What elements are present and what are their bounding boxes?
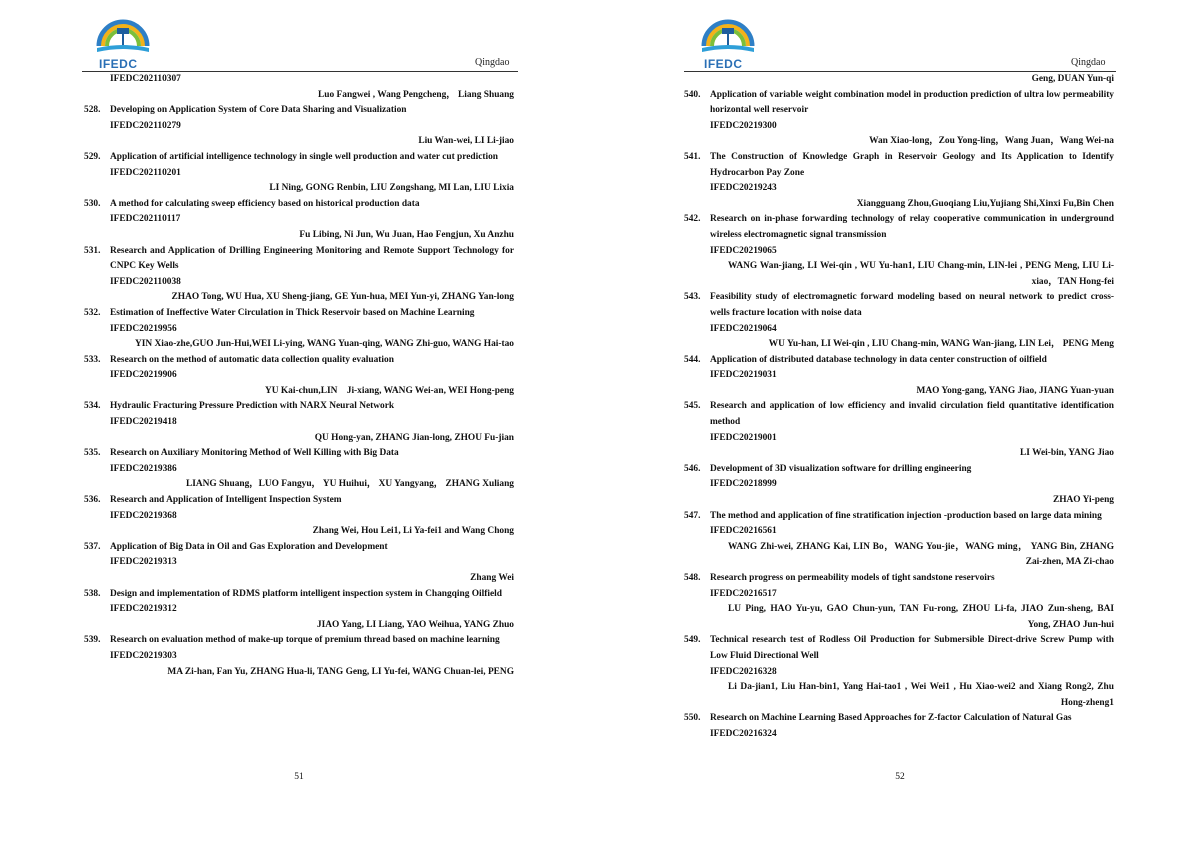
list-item <box>684 212 1114 290</box>
list-item <box>84 103 514 150</box>
list-item <box>84 306 514 353</box>
entry-authors: ZHAO Yi-peng <box>1052 495 1114 506</box>
entry-number: 532. <box>84 307 101 318</box>
list-item <box>84 633 514 680</box>
entry-number: 543. <box>684 292 701 303</box>
list-item <box>684 509 1114 571</box>
entry-number: 531. <box>84 245 101 256</box>
entry-list <box>684 72 1114 743</box>
entry-number: 542. <box>684 214 701 225</box>
entry-code: IFEDC20219303 <box>110 650 177 661</box>
entry-code: IFEDC20219300 <box>710 120 777 131</box>
entry-authors: QU Hong-yan, ZHANG Jian-long, ZHOU Fu-jian <box>314 432 514 443</box>
entry-title: 542. Research on in-phase forwarding technology of relay cooperative communication in underground wireless electromagnetic signal transmission <box>684 214 1114 240</box>
list-item <box>684 290 1114 352</box>
entry-title: 547. The method and application of fine stratification injection -production based on large data mining <box>684 509 1114 525</box>
entry-authors: ZHAO Tong, WU Hua, XU Sheng-jiang, GE Yun-hua, MEI Yun-yi, ZHANG Yan-long <box>171 292 514 303</box>
page-number: 51 <box>294 772 304 782</box>
entry-authors: Wan Xiao-long，Zou Yong-ling，Wang Juan，Wang Wei-na <box>869 136 1114 147</box>
entry-code: IFEDC20218999 <box>710 479 777 490</box>
entry-code: IFEDC20219065 <box>710 245 777 256</box>
list-item <box>84 540 514 587</box>
entry-title: 533. Research on the method of automatic data collection quality evaluation <box>84 353 514 369</box>
entry-code: IFEDC20219956 <box>110 323 177 334</box>
list-item <box>684 353 1114 400</box>
entry-number: 535. <box>84 448 101 459</box>
entry-authors: LIANG Shuang，LUO Fangyu， YU Huihui， XU Yangyang， ZHANG Xuliang <box>185 479 514 490</box>
entry-number: 546. <box>684 463 701 474</box>
entry-code: IFEDC202110307 <box>110 74 181 84</box>
entry-code: IFEDC20219243 <box>710 183 777 194</box>
entry-number: 545. <box>684 401 701 412</box>
entry-title: 538. Design and implementation of RDMS platform intelligent inspection system in Changqing Oilfield <box>84 587 514 603</box>
entry-code: IFEDC202110279 <box>110 120 181 131</box>
entry-title: 541. The Construction of Knowledge Graph in Reservoir Geology and Its Application to Identify Hydrocarbon Pay Zone <box>684 151 1114 178</box>
entry-number: 528. <box>84 105 101 116</box>
ifedc-logo <box>93 16 153 70</box>
entry-title: 539. Research on evaluation method of make-up torque of premium thread based on machine learning <box>84 633 514 649</box>
list-item <box>684 88 1114 150</box>
entry-number: 537. <box>84 541 101 552</box>
entry-title: 530. A method for calculating sweep efficiency based on historical production data <box>84 197 514 213</box>
entry-authors: YU Kai-chun,LIN Ji-xiang, WANG Wei-an, WEI Hong-peng <box>264 385 514 396</box>
list-item <box>684 711 1114 742</box>
entry-authors: WANG Zhi-wei, ZHANG Kai, LIN Bo，WANG You-jie，WANG ming， YANG Bin, ZHANG Zai-zhen, MA Zi-chao <box>728 541 1114 568</box>
entry-title: 549. Technical research test of Rodless Oil Production for Submersible Direct-drive Screw Pump with Low Fluid Directional Well <box>684 635 1114 661</box>
entry-number: 544. <box>684 354 701 365</box>
list-item <box>84 197 514 244</box>
entry-code: IFEDC20219418 <box>110 417 177 428</box>
entry-authors: Fu Libing, Ni Jun, Wu Juan, Hao Fengjun, Xu Anzhu <box>299 229 514 240</box>
page-number: 52 <box>895 772 905 782</box>
list-item <box>84 244 514 306</box>
header-city: Qingdao <box>1071 57 1106 68</box>
list-item <box>84 150 514 197</box>
list-item <box>684 462 1114 509</box>
entry-number: 536. <box>84 495 101 506</box>
entry-title: 531. Research and Application of Drilling Engineering Monitoring and Remote Support Technology for CNPC Key Wells <box>84 245 514 272</box>
entry-title: 550. Research on Machine Learning Based Approaches for Z-factor Calculation of Natural Gas <box>684 711 1114 727</box>
entry-code: IFEDC20219001 <box>710 432 777 443</box>
entry-authors: MA Zi-han, Fan Yu, ZHANG Hua-li, TANG Geng, LI Yu-fei, WANG Chuan-lei, PENG <box>167 666 514 677</box>
entry-title: 540. Application of variable weight combination model in production prediction of ultra low permeability horizontal well reservoir <box>684 89 1114 116</box>
entry-number: 550. <box>684 713 701 724</box>
entry-code: IFEDC20219031 <box>710 370 777 381</box>
list-item <box>684 571 1114 633</box>
entry-title: 532. Estimation of Ineffective Water Circulation in Thick Reservoir based on Machine Learning <box>84 306 514 322</box>
ifedc-logo <box>698 16 758 70</box>
entry-code: IFEDC20219313 <box>110 557 177 568</box>
entry-list <box>84 72 514 680</box>
entry-number: 538. <box>84 588 101 599</box>
list-item <box>84 446 514 493</box>
entry-code: IFEDC202110038 <box>110 276 181 287</box>
logo-text: IFEDC <box>99 57 138 71</box>
entry-authors: YIN Xiao-zhe,GUO Jun-Hui,WEI Li-ying, WANG Yuan-qing, WANG Zhi-guo, WANG Hai-tao <box>134 339 514 350</box>
entry-title: 546. Development of 3D visualization software for drilling engineering <box>684 462 1114 478</box>
entry-authors: LU Ping, HAO Yu-yu, GAO Chun-yun, TAN Fu-rong, ZHOU Li-fa, JIAO Zun-sheng, BAI Yong, ZHAO Jun-hui <box>728 604 1114 630</box>
entry-authors: Geng, DUAN Yun-qi <box>1031 74 1114 84</box>
entry-authors: MAO Yong-gang, YANG Jiao, JIANG Yuan-yuan <box>916 385 1114 396</box>
entry-title: 529. Application of artificial intelligence technology in single well production and water cut prediction <box>84 150 514 166</box>
list-item <box>684 150 1114 212</box>
entry-authors: Xiangguang Zhou,Guoqiang Liu,Yujiang Shi,Xinxi Fu,Bin Chen <box>856 198 1114 209</box>
entry-authors: Liu Wan-wei, LI Li-jiao <box>418 136 514 147</box>
entry-title: 543. Feasibility study of electromagnetic forward modeling based on neural network to predict cross-wells fracture location with noise data <box>684 292 1114 318</box>
entry-number: 540. <box>684 89 701 100</box>
entry-authors: Li Da-jian1, Liu Han-bin1, Yang Hai-tao1 , Wei Wei1 , Hu Xiao-wei2 and Xiang Rong2, Zhu Hong-zheng1 <box>728 682 1114 708</box>
entry-number: 534. <box>84 401 101 412</box>
entry-code: IFEDC20219386 <box>110 463 177 474</box>
entry-number: 548. <box>684 573 701 583</box>
logo-text: IFEDC <box>704 57 743 71</box>
entry-authors: Zhang Wei, Hou Lei1, Li Ya-fei1 and Wang Chong <box>312 526 514 537</box>
entry-code: IFEDC20216517 <box>710 588 777 599</box>
entry-title: 544. Application of distributed database technology in data center construction of oilfield <box>684 353 1114 369</box>
entry-authors: Zhang Wei <box>470 573 514 583</box>
entry-title: 535. Research on Auxiliary Monitoring Method of Well Killing with Big Data <box>84 446 514 462</box>
entry-authors: Luo Fangwei , Wang Pengcheng， Liang Shuang <box>318 89 514 100</box>
entry-number: 549. <box>684 635 701 646</box>
list-item <box>84 587 514 634</box>
list-item <box>684 399 1114 461</box>
entry-number: 547. <box>684 510 701 521</box>
left-page <box>0 0 595 842</box>
entry-authors: LI Ning, GONG Renbin, LIU Zongshang, MI Lan, LIU Lixia <box>269 183 514 194</box>
entry-code: IFEDC202110201 <box>110 167 181 178</box>
entry-title: 536. Research and Application of Intelligent Inspection System <box>84 493 514 509</box>
list-item <box>84 399 514 446</box>
entry-code: IFEDC202110117 <box>110 214 181 225</box>
entry-number: 539. <box>84 635 101 646</box>
entry-number: 530. <box>84 198 101 209</box>
entry-authors: WU Yu-han, LI Wei-qin , LIU Chang-min, WANG Wan-jiang, LIN Lei， PENG Meng <box>768 339 1114 350</box>
right-page <box>596 0 1191 842</box>
entry-number: 541. <box>684 151 701 162</box>
entry-code: IFEDC20219064 <box>710 323 777 334</box>
header-city: Qingdao <box>475 57 510 68</box>
entry-title: 548. Research progress on permeability models of tight sandstone reservoirs <box>684 571 1114 587</box>
entry-authors: JIAO Yang, LI Liang, YAO Weihua, YANG Zhuo <box>316 619 514 630</box>
entry-code: IFEDC20219312 <box>110 604 177 615</box>
entry-number: 529. <box>84 151 101 162</box>
entry-authors: LI Wei-bin, YANG Jiao <box>1020 448 1114 459</box>
entry-code: IFEDC20216328 <box>710 666 777 677</box>
entry-title: 545. Research and application of low efficiency and invalid circulation field quantitative identification method <box>684 401 1114 428</box>
list-item <box>84 493 514 540</box>
entry-title: 537. Application of Big Data in Oil and Gas Exploration and Development <box>84 540 514 556</box>
entry-title: 534. Hydraulic Fracturing Pressure Prediction with NARX Neural Network <box>84 399 514 415</box>
entry-code: IFEDC20219906 <box>110 370 177 381</box>
entry-code: IFEDC20216561 <box>710 526 777 537</box>
list-item <box>684 633 1114 711</box>
entry-code: IFEDC20219368 <box>110 510 177 521</box>
list-item <box>84 353 514 400</box>
entry-code: IFEDC20216324 <box>710 728 777 739</box>
entry-title: 528. Developing on Application System of Core Data Sharing and Visualization <box>84 103 514 119</box>
entry-authors: WANG Wan-jiang, LI Wei-qin , WU Yu-han1, LIU Chang-min, LIN-lei , PENG Meng, LIU Li-xiao，TAN Hong-fei <box>728 261 1114 287</box>
entry-number: 533. <box>84 354 101 365</box>
